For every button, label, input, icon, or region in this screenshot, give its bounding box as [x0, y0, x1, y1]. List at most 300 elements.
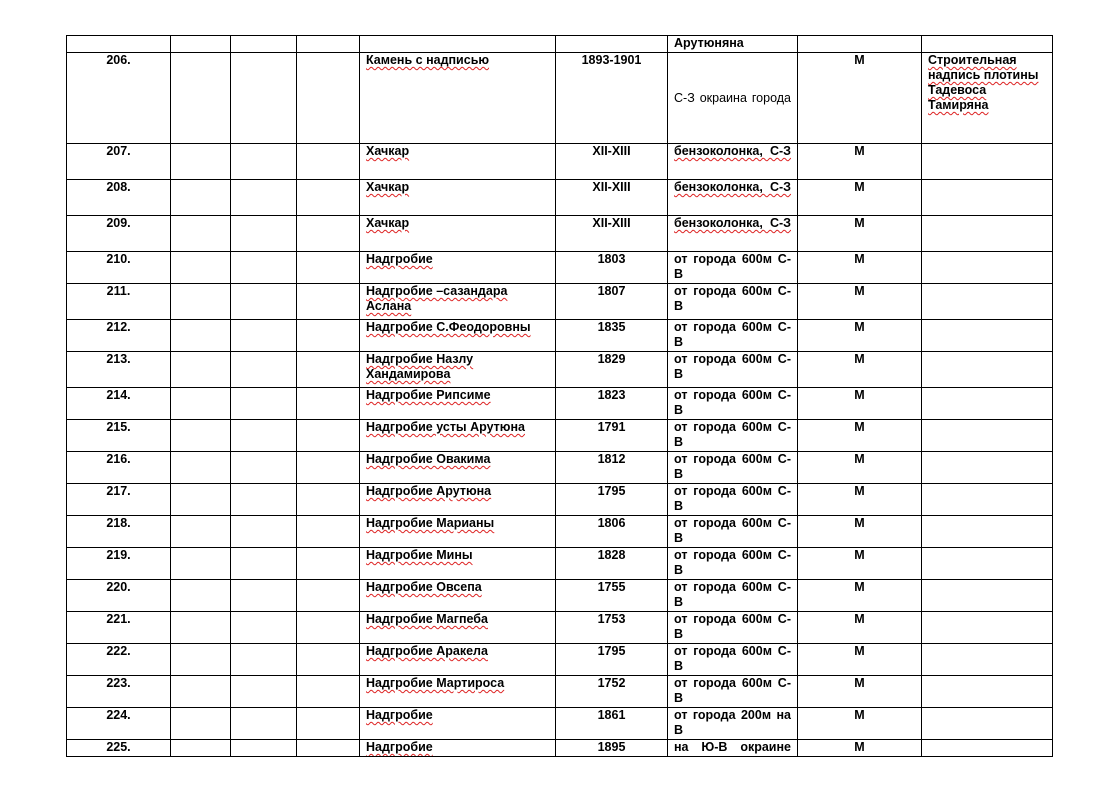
cell-name-text: Надгробие Овсепа: [366, 580, 482, 594]
cell-empty: [171, 548, 231, 580]
table-row: [67, 252, 1053, 284]
cell-category: [798, 320, 922, 352]
cell-note: [922, 676, 1053, 708]
cell-note: [922, 216, 1053, 252]
cell-name: [360, 580, 556, 612]
cell-date-text: 1752: [597, 676, 626, 690]
cell-location: [668, 284, 798, 320]
cell-note: [922, 252, 1053, 284]
cell-location: [668, 516, 798, 548]
cell-location: [668, 740, 798, 757]
cell-note: [922, 548, 1053, 580]
cell-empty: [231, 53, 297, 144]
cell-num: [67, 484, 171, 516]
cell-category: [798, 708, 922, 740]
cell-num-text: 215.: [106, 420, 131, 434]
cell-date-text: 1795: [597, 484, 626, 498]
cell-name-text: Надгробие: [366, 708, 433, 722]
cell-location: [668, 420, 798, 452]
cell-empty: [231, 388, 297, 420]
cell-category-text: М: [854, 284, 865, 298]
cell-empty: [297, 216, 360, 252]
cell-num: [67, 388, 171, 420]
cell-empty: [231, 284, 297, 320]
cell-category-text: М: [854, 180, 865, 194]
cell-num-text: 221.: [106, 612, 131, 626]
cell-date: [556, 708, 668, 740]
cell-date-text: XII-XIII: [592, 180, 631, 194]
cell-note: [922, 144, 1053, 180]
cell-empty: [297, 320, 360, 352]
cell-category-text: М: [854, 388, 865, 402]
cell-empty: [171, 420, 231, 452]
cell-name-text: Хачкар: [366, 180, 410, 194]
cell-category: [798, 580, 922, 612]
cell-category: [798, 612, 922, 644]
cell-category: [798, 53, 922, 144]
cell-num-text: 210.: [106, 252, 131, 266]
cell-name: [360, 144, 556, 180]
cell-location: [668, 612, 798, 644]
table-row: [67, 144, 1053, 180]
cell-num-text: 223.: [106, 676, 131, 690]
cell-location: [668, 388, 798, 420]
cell-date: [556, 180, 668, 216]
cell-empty: [297, 452, 360, 484]
cell-location-text: от города 600м С-В: [674, 420, 791, 449]
cell-name-text: Надгробие Мины: [366, 548, 473, 562]
cell-location: [668, 708, 798, 740]
cell-location-text: от города 600м С-В: [674, 580, 791, 609]
cell-name-text: Камень с надписью: [366, 53, 490, 67]
cell-name: [360, 516, 556, 548]
cell-location-text: от города 600м С-В: [674, 676, 791, 705]
cell-name: [360, 708, 556, 740]
cell-note: [922, 352, 1053, 388]
cell-num: [67, 252, 171, 284]
cell-empty: [231, 484, 297, 516]
cell-empty: [171, 252, 231, 284]
cell-note: [922, 452, 1053, 484]
cell-note: [922, 612, 1053, 644]
cell-name: [360, 36, 556, 53]
cell-empty: [171, 284, 231, 320]
cell-empty: [231, 320, 297, 352]
cell-date-text: 1893-1901: [581, 53, 642, 67]
table-row: [67, 548, 1053, 580]
cell-category: [798, 144, 922, 180]
cell-category: [798, 676, 922, 708]
cell-location-text: от города 600м С-В: [674, 644, 791, 673]
cell-empty: [231, 144, 297, 180]
cell-location-text: бензоколонка, С-З: [674, 216, 791, 230]
cell-name: [360, 284, 556, 320]
cell-empty: [171, 708, 231, 740]
cell-location-text: С-З окраина города: [674, 90, 791, 105]
cell-empty: [297, 388, 360, 420]
cell-note: [922, 284, 1053, 320]
cell-num: [67, 144, 171, 180]
cell-location: [668, 180, 798, 216]
cell-note: [922, 180, 1053, 216]
cell-category-text: М: [854, 708, 865, 722]
cell-num: [67, 53, 171, 144]
cell-date-text: 1895: [597, 740, 626, 754]
cell-empty: [231, 252, 297, 284]
cell-date-text: 1807: [597, 284, 626, 298]
table-row: [67, 284, 1053, 320]
cell-num-text: 219.: [106, 548, 131, 562]
cell-name: [360, 352, 556, 388]
cell-empty: [297, 676, 360, 708]
cell-category: [798, 452, 922, 484]
cell-category-text: М: [854, 548, 865, 562]
cell-empty: [297, 420, 360, 452]
cell-date-text: XII-XIII: [592, 144, 631, 158]
cell-num-text: 212.: [106, 320, 131, 334]
cell-num: [67, 452, 171, 484]
cell-category: [798, 388, 922, 420]
cell-note: [922, 580, 1053, 612]
cell-name-text: Надгробие С.Феодоровны: [366, 320, 531, 334]
table-row: [67, 644, 1053, 676]
cell-note: [922, 740, 1053, 757]
cell-empty: [297, 252, 360, 284]
cell-date-text: 1835: [597, 320, 626, 334]
table-row: [67, 180, 1053, 216]
cell-date-text: 1791: [597, 420, 626, 434]
cell-category: [798, 740, 922, 757]
cell-empty: [171, 320, 231, 352]
cell-category-text: М: [854, 484, 865, 498]
cell-name: [360, 644, 556, 676]
cell-empty: [231, 352, 297, 388]
cell-location-text: от города 600м С-В: [674, 516, 791, 545]
cell-date-text: 1795: [597, 644, 626, 658]
cell-empty: [171, 580, 231, 612]
cell-date-text: 1753: [597, 612, 626, 626]
cell-note: [922, 53, 1053, 144]
cell-name-text: Надгробие Назлу Хандамирова: [366, 352, 474, 381]
cell-note: [922, 320, 1053, 352]
cell-date: [556, 548, 668, 580]
cell-empty: [231, 420, 297, 452]
cell-location: [668, 252, 798, 284]
cell-num: [67, 740, 171, 757]
cell-category: [798, 548, 922, 580]
cell-location: [668, 216, 798, 252]
cell-empty: [231, 452, 297, 484]
cell-empty: [231, 740, 297, 757]
cell-name: [360, 216, 556, 252]
cell-name-text: Хачкар: [366, 216, 410, 230]
cell-empty: [171, 452, 231, 484]
table-row: [67, 320, 1053, 352]
cell-note: [922, 516, 1053, 548]
cell-name-text: Надгробие: [366, 252, 433, 266]
cell-empty: [297, 612, 360, 644]
cell-category: [798, 216, 922, 252]
cell-date: [556, 36, 668, 53]
cell-date: [556, 388, 668, 420]
cell-date-text: 1803: [597, 252, 626, 266]
cell-location-text: от города 600м С-В: [674, 452, 791, 481]
cell-num-text: 217.: [106, 484, 131, 498]
cell-date: [556, 516, 668, 548]
cell-location: [668, 676, 798, 708]
cell-date-text: 1828: [597, 548, 626, 562]
cell-location-text: от города 600м С-В: [674, 320, 791, 349]
cell-location: [668, 548, 798, 580]
cell-date: [556, 252, 668, 284]
cell-num: [67, 580, 171, 612]
cell-date: [556, 420, 668, 452]
table-row: [67, 388, 1053, 420]
cell-name: [360, 676, 556, 708]
cell-empty: [171, 612, 231, 644]
cell-location: [668, 452, 798, 484]
cell-category: [798, 420, 922, 452]
cell-category-text: М: [854, 740, 865, 754]
cell-num: [67, 216, 171, 252]
cell-name-text: Надгробие Магпеба: [366, 612, 488, 626]
cell-num-text: 222.: [106, 644, 131, 658]
cell-category: [798, 180, 922, 216]
cell-empty: [297, 548, 360, 580]
cell-category-text: М: [854, 644, 865, 658]
cell-name-text: Надгробие усты Арутюна: [366, 420, 525, 434]
cell-num: [67, 284, 171, 320]
cell-empty: [231, 644, 297, 676]
cell-category: [798, 516, 922, 548]
cell-category-text: М: [854, 252, 865, 266]
cell-category-text: М: [854, 352, 865, 366]
table-row: [67, 216, 1053, 252]
cell-category: [798, 36, 922, 53]
cell-date-text: 1829: [597, 352, 626, 366]
cell-num-text: 225.: [106, 740, 131, 754]
cell-date: [556, 740, 668, 757]
cell-empty: [231, 580, 297, 612]
cell-note: [922, 708, 1053, 740]
cell-date: [556, 580, 668, 612]
cell-empty: [171, 676, 231, 708]
cell-num-text: 207.: [106, 144, 131, 158]
cell-empty: [171, 352, 231, 388]
table-row: [67, 516, 1053, 548]
cell-date: [556, 484, 668, 516]
cell-num-text: 214.: [106, 388, 131, 402]
cell-empty: [297, 53, 360, 144]
cell-empty: [171, 484, 231, 516]
cell-empty: [297, 516, 360, 548]
cell-location: [668, 644, 798, 676]
table-row: [67, 580, 1053, 612]
cell-empty: [297, 284, 360, 320]
cell-category-text: М: [854, 144, 865, 158]
cell-note-text: Строительная надпись плотины Тадевоса Тамиряна: [928, 53, 1039, 112]
cell-category-text: М: [854, 676, 865, 690]
cell-date: [556, 612, 668, 644]
cell-empty: [231, 216, 297, 252]
cell-name: [360, 320, 556, 352]
cell-location: [668, 580, 798, 612]
cell-empty: [297, 36, 360, 53]
cell-num-text: 209.: [106, 216, 131, 230]
cell-name: [360, 740, 556, 757]
cell-name: [360, 452, 556, 484]
cell-name: [360, 548, 556, 580]
cell-empty: [297, 484, 360, 516]
cell-empty: [171, 180, 231, 216]
table-row: [67, 740, 1053, 757]
register-body: [67, 36, 1053, 757]
cell-name-text: Хачкар: [366, 144, 410, 158]
cell-empty: [297, 352, 360, 388]
cell-date-text: 1812: [597, 452, 626, 466]
cell-num: [67, 516, 171, 548]
cell-location-text: от города 600м С-В: [674, 548, 791, 577]
cell-location: [668, 144, 798, 180]
cell-category-text: М: [854, 452, 865, 466]
table-row: [67, 708, 1053, 740]
cell-empty: [171, 36, 231, 53]
cell-location-text: от города 600м С-В: [674, 284, 791, 313]
cell-location: [668, 320, 798, 352]
cell-date-text: 1823: [597, 388, 626, 402]
table-row: [67, 53, 1053, 144]
cell-location-text: от города 600м С-В: [674, 484, 791, 513]
table-row: [67, 484, 1053, 516]
cell-num: [67, 548, 171, 580]
cell-name-text: Надгробие Аракела: [366, 644, 488, 658]
table-row: [67, 452, 1053, 484]
cell-date-text: 1755: [597, 580, 626, 594]
cell-empty: [231, 516, 297, 548]
cell-name-text: Надгробие Рипсиме: [366, 388, 491, 402]
cell-num: [67, 612, 171, 644]
cell-empty: [171, 53, 231, 144]
cell-location-text: от города 200м на В: [674, 708, 791, 737]
cell-date: [556, 452, 668, 484]
cell-category-text: М: [854, 53, 865, 67]
cell-num-text: 206.: [106, 53, 131, 67]
cell-empty: [171, 216, 231, 252]
cell-location: [668, 352, 798, 388]
cell-location: [668, 53, 798, 144]
cell-category-text: М: [854, 580, 865, 594]
cell-empty: [297, 580, 360, 612]
cell-location: Арутюняна: [668, 36, 798, 53]
cell-empty: [297, 740, 360, 757]
cell-date: [556, 320, 668, 352]
cell-num: [67, 420, 171, 452]
cell-empty: [231, 36, 297, 53]
cell-date: [556, 352, 668, 388]
cell-category-text: М: [854, 320, 865, 334]
cell-category: [798, 352, 922, 388]
cell-category-text: М: [854, 612, 865, 626]
cell-empty: [231, 676, 297, 708]
cell-name: [360, 612, 556, 644]
cell-category: [798, 484, 922, 516]
cell-date: [556, 53, 668, 144]
cell-empty: [231, 548, 297, 580]
cell-empty: [171, 388, 231, 420]
cell-note: [922, 420, 1053, 452]
cell-name: [360, 484, 556, 516]
cell-empty: [231, 708, 297, 740]
cell-num-text: 208.: [106, 180, 131, 194]
cell-num-text: 213.: [106, 352, 131, 366]
cell-category-text: М: [854, 216, 865, 230]
cell-location-text: от города 600м С-В: [674, 252, 791, 281]
cell-location-text: на Ю-В окраине: [674, 740, 791, 754]
cell-name-text: Надгробие Марианы: [366, 516, 495, 530]
cell-date-text: 1806: [597, 516, 626, 530]
cell-name-text: Надгробие Мартироса: [366, 676, 505, 690]
table-row: [67, 612, 1053, 644]
table-row: [67, 420, 1053, 452]
cell-location-text: от города 600м С-В: [674, 612, 791, 641]
cell-empty: [171, 644, 231, 676]
cell-num: [67, 180, 171, 216]
cell-empty: [297, 144, 360, 180]
cell-category-text: М: [854, 420, 865, 434]
cell-num-text: 211.: [106, 284, 131, 298]
cell-num: [67, 36, 171, 53]
cell-num-text: 216.: [106, 452, 131, 466]
cell-num: [67, 676, 171, 708]
cell-date: [556, 644, 668, 676]
cell-empty: [297, 644, 360, 676]
cell-num-text: 220.: [106, 580, 131, 594]
cell-empty: [171, 144, 231, 180]
cell-empty: [231, 180, 297, 216]
cell-name: [360, 180, 556, 216]
cell-name-text: Надгробие –сазандара Аслана: [366, 284, 508, 313]
cell-location-text: бензоколонка, С-З: [674, 144, 791, 158]
cell-empty: [171, 740, 231, 757]
monument-register-table: [66, 35, 1053, 757]
cell-name-text: Надгробие: [366, 740, 433, 754]
cell-num: [67, 320, 171, 352]
cell-num-text: 224.: [106, 708, 131, 722]
cell-name: [360, 53, 556, 144]
table-row: [67, 676, 1053, 708]
cell-location-text: от города 600м С-В: [674, 352, 791, 381]
table-row: [67, 352, 1053, 388]
continuation-row: [67, 36, 1053, 53]
cell-name-text: Надгробие Овакима: [366, 452, 491, 466]
cell-date-text: XII-XIII: [592, 216, 631, 230]
cell-location: [668, 484, 798, 516]
cell-note: [922, 644, 1053, 676]
cell-empty: [231, 612, 297, 644]
cell-name: [360, 420, 556, 452]
cell-category: [798, 644, 922, 676]
cell-date: [556, 676, 668, 708]
cell-date-text: 1861: [597, 708, 626, 722]
cell-category: [798, 252, 922, 284]
cell-note: [922, 36, 1053, 53]
cell-num-text: 218.: [106, 516, 131, 530]
cell-location-text: от города 600м С-В: [674, 388, 791, 417]
cell-name-text: Надгробие Арутюна: [366, 484, 492, 498]
cell-name: [360, 388, 556, 420]
cell-empty: [297, 708, 360, 740]
cell-empty: [171, 516, 231, 548]
